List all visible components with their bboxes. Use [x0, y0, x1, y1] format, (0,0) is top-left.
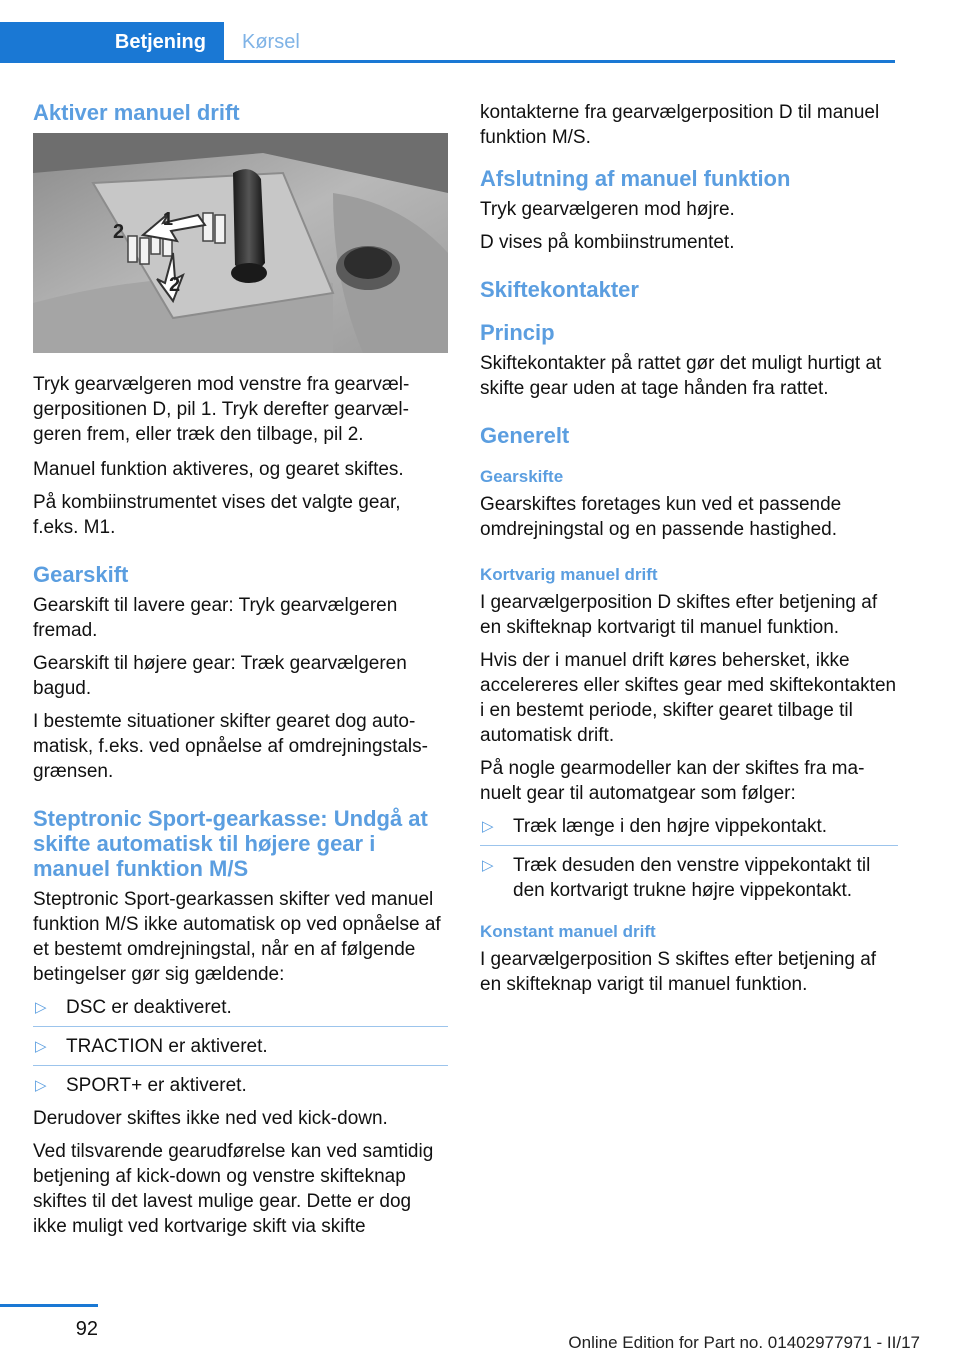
- paragraph: På nogle gearmodeller kan der skiftes fra manuelt gear til automatgear som følger:: [480, 758, 865, 804]
- heading-steptronic: Steptronic Sport-gearkasse: Undgå at skifte automatisk til højere gear i manuel funktion M/S: [33, 806, 428, 881]
- triangle-bullet-icon: ▷: [35, 999, 47, 1016]
- list-item: ▷ SPORT+ er aktiveret.: [35, 1075, 247, 1096]
- heading-afslutning: Afslutning af manuel funktion: [480, 166, 791, 191]
- page-number: 92: [75, 1318, 98, 1340]
- list-item: ▷ Træk desuden den venstre vippekontakt til den kortvarigt trukne højre vippekontakt.: [482, 855, 871, 901]
- paragraph: Gearskift til lavere gear: Tryk gearvælgeren fremad.: [33, 595, 398, 641]
- heading-skiftekontakter: Skiftekontakter: [480, 277, 639, 302]
- gear-selector-figure: [33, 133, 448, 353]
- paragraph: I gearvælgerposition S skiftes efter betjening af en skifteknap varigt til manuel funktion.: [480, 949, 877, 995]
- paragraph: I bestemte situationer skifter gearet dog automatisk, f.eks. ved opnåelse af omdrejningstalsgrænsen.: [33, 711, 428, 782]
- triangle-bullet-icon: ▷: [482, 818, 494, 835]
- paragraph: Hvis der i manuel drift køres behersket, ikke accelereres eller skiftes gear med skiftekontakten i en bestemt periode, skifter gearet tilbage til automatisk drift.: [480, 650, 897, 746]
- heading-generelt: Generelt: [480, 423, 570, 448]
- paragraph: Skiftekontakter på rattet gør det muligt hurtigt at skifte gear uden at tage hånden fra rattet.: [480, 353, 882, 399]
- paragraph: Gearskift til højere gear: Træk gearvælgeren bagud.: [33, 653, 407, 699]
- left-column: [33, 100, 448, 1247]
- paragraph: Steptronic Sport-gearkassen skifter ved manuel funktion M/S ikke automatisk op ved opnåelse af et bestemt omdrejningstal, når en af følgende betingelser gør sig gældende:: [33, 889, 441, 985]
- paragraph: Derudover skiftes ikke ned ved kick-down.: [33, 1108, 388, 1129]
- paragraph: Tryk gearvælgeren mod højre.: [480, 199, 735, 220]
- right-column: [480, 100, 898, 1005]
- paragraph: Gearskiftes foretages kun ved et passende omdrejningstal og en passende hastighed.: [480, 494, 842, 540]
- shift-method-list: [480, 814, 898, 905]
- paragraph: kontakterne fra gearvælgerposition D til manuel funktion M/S.: [480, 102, 880, 148]
- figure-label-2-bottom: 2: [169, 274, 181, 296]
- paragraph: Tryk gearvælgeren mod venstre fra gearvælgerpositionen D, pil 1. Tryk derefter gearvælgeren frem, eller træk den tilbage, pil 2.: [33, 374, 410, 445]
- heading-gearskift: Gearskift: [33, 562, 129, 587]
- tab-betjening[interactable]: Betjening: [0, 22, 224, 60]
- edition-note: Online Edition for Part no. 01402977971 - II/17: [568, 1333, 920, 1352]
- paragraph: I gearvælgerposition D skiftes efter betjening af en skifteknap kortvarigt til manuel funktion.: [480, 592, 878, 638]
- paragraph: D vises på kombiinstrumentet.: [480, 232, 735, 253]
- footer-rule: [0, 1304, 98, 1307]
- condition-list: [33, 995, 448, 1100]
- list-item: ▷ DSC er deaktiveret.: [33, 995, 448, 1027]
- heading-gearskifte: Gearskifte: [480, 467, 564, 486]
- paragraph: Ved tilsvarende gearudførelse kan ved samtidig betjening af kick-down og venstre skifteknap skiftes til det lavest mulige gear. Dette er dog ikke muligt ved kortvarige skift via skifte: [33, 1141, 434, 1237]
- paragraph: På kombiinstrumentet vises det valgte gear, f.eks. M1.: [33, 492, 401, 538]
- figure-label-1: 1: [163, 209, 174, 229]
- list-item: ▷ Træk længe i den højre vippekontakt.: [480, 814, 898, 846]
- heading-kortvarig: Kortvarig manuel drift: [480, 565, 658, 584]
- tab-korsel[interactable]: Kørsel: [242, 31, 300, 53]
- heading-princip: Princip: [480, 320, 555, 345]
- triangle-bullet-icon: ▷: [35, 1077, 47, 1094]
- chapter-tab-bar: [0, 22, 895, 63]
- heading-konstant: Konstant manuel drift: [480, 922, 656, 941]
- triangle-bullet-icon: ▷: [35, 1038, 47, 1055]
- list-item: ▷ TRACTION er aktiveret.: [33, 1034, 448, 1066]
- triangle-bullet-icon: ▷: [482, 857, 494, 874]
- heading-aktiver-manuel-drift: Aktiver manuel drift: [33, 100, 240, 125]
- paragraph: Manuel funktion aktiveres, og gearet skiftes.: [33, 459, 404, 480]
- figure-label-2-left: 2: [113, 221, 125, 243]
